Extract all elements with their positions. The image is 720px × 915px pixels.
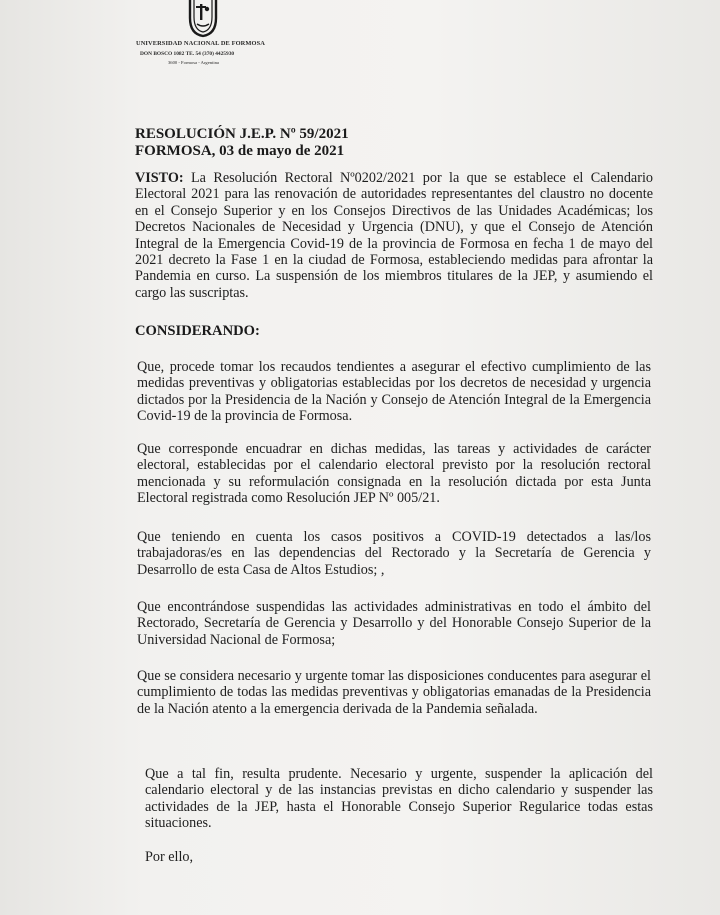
closing-text: Por ello, xyxy=(145,849,194,865)
visto-label: VISTO: xyxy=(135,170,184,186)
considerando-paragraph-1: Que, procede tomar los recaudos tendientes a asegurar el efectivo cumplimiento de las medidas preventivas y obligatorias establecidas por los decretos de necesidad y urgencia dictados por la Presidencia de la Nación y Consejo de Atención Integral de la Emergencia Covid-19 de la provincia de Formosa. xyxy=(137,359,651,425)
resolution-title: RESOLUCIÓN J.E.P. Nº 59/2021 xyxy=(135,126,349,142)
institution-name: UNIVERSIDAD NACIONAL DE FORMOSA xyxy=(136,40,265,47)
visto-paragraph xyxy=(135,170,653,301)
visto-text: La Resolución Rectoral Nº0202/2021 por la que se establece el Calendario Electoral 2021 para las renovación de autoridades representantes del claustro no docente en el Consejo Superior y en los Consejos Directivos de las Unidades Académicas; los Decretos Nacionales de Necesidad y Urgencia (DNU), y que el Consejo de Atención Integral de la Emergencia Covid-19 de la provincia de Formosa en fecha 1 de mayo del 2021 decreto la Fase 1 en la ciudad de Formosa, estableciendo medidas para afrontar la Pandemia en curso. La suspensión de los miembros titulares de la JEP, y asumiendo el cargo las suscriptas. xyxy=(135,170,653,301)
university-seal-icon xyxy=(180,0,226,38)
considerando-paragraph-6: Que a tal fin, resulta prudente. Necesario y urgente, suspender la aplicación del calendario electoral y de las instancias previstas en dicho calendario y suspender las actividades de la JEP, hasta el Honorable Consejo Superior Regularice todas estas situaciones. xyxy=(145,766,653,832)
considerando-paragraph-3: Que teniendo en cuenta los casos positivos a COVID-19 detectados a las/los trabajadoras/es en las dependencias del Rectorado y la Secretaría de Gerencia y Desarrollo de esta Casa de Altos Estudios; , xyxy=(137,529,651,578)
considerando-paragraph-4: Que encontrándose suspendidas las actividades administrativas en todo el ámbito del Rectorado, Secretaría de Gerencia y Desarrollo y del Honorable Consejo Superior de la Universidad Nacional de Formosa; xyxy=(137,599,651,648)
institution-city: 3600 - Formosa - Argentina xyxy=(168,60,219,65)
institution-address: DON BOSCO 1082 TE. 54 (370) 4425930 xyxy=(140,51,235,57)
place-date: FORMOSA, 03 de mayo de 2021 xyxy=(135,143,345,159)
considerando-heading: CONSIDERANDO: xyxy=(135,323,260,339)
considerando-paragraph-2: Que corresponde encuadrar en dichas medidas, las tareas y actividades de carácter electoral, establecidas por el calendario electoral previsto por la resolución rectoral mencionada y su reformulación consignada en la resolución dictada por esta Junta Electoral registrada como Resolución JEP Nº 005/21. xyxy=(137,441,651,507)
considerando-paragraph-5: Que se considera necesario y urgente tomar las disposiciones conducentes para asegurar el cumplimiento de todas las medidas preventivas y obligatorias emanadas de la Presidencia de la Nación atento a la emergencia derivada de la Pandemia señalada. xyxy=(137,668,651,717)
